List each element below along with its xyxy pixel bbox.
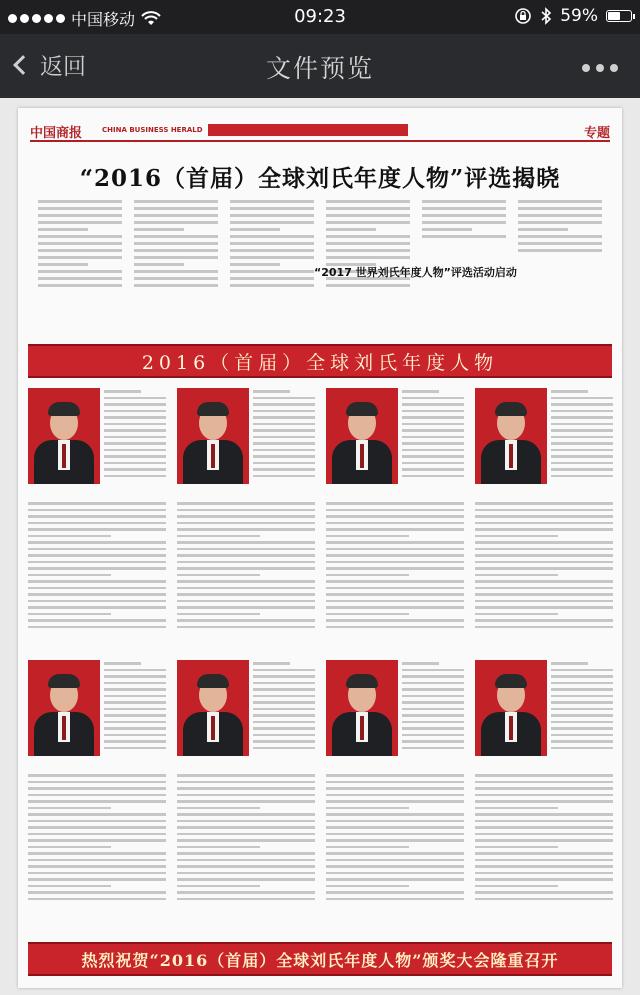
honoree-bio	[104, 390, 166, 477]
text-line	[38, 284, 122, 287]
text-line	[518, 235, 602, 238]
text-line	[134, 284, 218, 287]
honoree-bio-continued	[177, 502, 315, 628]
text-column	[38, 200, 122, 340]
honoree-photo	[177, 660, 249, 756]
honoree-bio	[253, 390, 315, 477]
text-line	[38, 200, 122, 203]
bluetooth-icon	[540, 7, 552, 25]
honoree-bio-continued	[326, 774, 464, 900]
text-line	[230, 221, 314, 224]
status-bar	[0, 0, 640, 34]
text-line	[38, 249, 122, 252]
text-line	[230, 277, 314, 280]
text-column	[230, 200, 314, 340]
text-column	[518, 200, 602, 340]
nav-bar	[0, 34, 640, 98]
text-line	[326, 228, 376, 231]
text-line	[326, 221, 410, 224]
text-line	[518, 214, 602, 217]
document-preview[interactable]	[18, 108, 622, 988]
text-line	[134, 249, 218, 252]
text-line	[326, 242, 410, 245]
text-line	[422, 214, 506, 217]
back-label: 返回	[40, 54, 86, 80]
honoree-row	[28, 660, 612, 910]
honoree-bio-continued	[326, 502, 464, 628]
honoree-row	[28, 388, 612, 638]
page-title: 文件预览	[265, 54, 374, 83]
date-strip	[208, 124, 408, 136]
honoree-card	[475, 660, 612, 910]
text-line	[38, 235, 122, 238]
carrier-name: 中国移动	[71, 10, 136, 29]
ceremony-banner: 热烈祝贺“2016（首届）全球刘氏年度人物”颁奖大会隆重召开	[28, 942, 612, 976]
text-line	[422, 235, 506, 238]
text-line	[134, 256, 218, 259]
text-line	[38, 228, 88, 231]
honoree-bio	[402, 390, 464, 477]
honoree-bio	[551, 662, 613, 749]
text-line	[38, 263, 88, 266]
honoree-bio-continued	[475, 774, 613, 900]
text-line	[518, 200, 602, 203]
text-line	[326, 214, 410, 217]
text-line	[518, 249, 602, 252]
text-line	[422, 228, 472, 231]
text-line	[230, 270, 314, 273]
text-line	[38, 277, 122, 280]
text-line	[518, 228, 568, 231]
honoree-photo	[177, 388, 249, 484]
article-subheadline: “2017 世界刘氏年度人物”评选活动启动	[314, 266, 517, 279]
rotation-lock-icon	[514, 7, 532, 25]
honoree-photo	[28, 388, 100, 484]
section-label: 专题	[583, 126, 610, 141]
text-line	[230, 284, 314, 287]
battery-percent: 59%	[560, 6, 598, 26]
text-line	[230, 214, 314, 217]
text-line	[134, 263, 184, 266]
honoree-card	[177, 388, 314, 638]
text-line	[134, 221, 218, 224]
text-line	[422, 221, 506, 224]
text-line	[422, 200, 506, 203]
text-line	[230, 242, 314, 245]
honoree-card	[326, 388, 463, 638]
text-line	[134, 200, 218, 203]
text-line	[326, 256, 410, 259]
honoree-bio	[402, 662, 464, 749]
text-line	[230, 256, 314, 259]
text-line	[518, 242, 602, 245]
battery-fill	[608, 12, 620, 20]
honoree-card	[475, 388, 612, 638]
text-line	[38, 207, 122, 210]
text-line	[38, 214, 122, 217]
text-line	[326, 284, 410, 287]
text-line	[134, 214, 218, 217]
honoree-photo	[326, 660, 398, 756]
text-line	[134, 277, 218, 280]
text-line	[134, 235, 218, 238]
honoree-card	[177, 660, 314, 910]
clock: 09:23	[294, 6, 346, 27]
newspaper-masthead	[30, 122, 610, 142]
honoree-bio-continued	[177, 774, 315, 900]
text-line	[422, 207, 506, 210]
honoree-bio	[253, 662, 315, 749]
text-line	[326, 249, 410, 252]
newspaper-logo: 中国商报	[30, 126, 83, 141]
text-line	[230, 228, 280, 231]
more-options-button[interactable]	[582, 64, 618, 72]
newspaper-logo-en: CHINA BUSINESS HERALD	[102, 126, 203, 134]
honoree-photo	[475, 660, 547, 756]
text-line	[326, 207, 410, 210]
text-line	[518, 207, 602, 210]
awards-banner: 2016（首届）全球刘氏年度人物	[28, 344, 612, 378]
text-line	[518, 221, 602, 224]
text-line	[134, 228, 184, 231]
status-right	[514, 6, 632, 26]
article-headline: “2016（首届）全球刘氏年度人物”评选揭晓	[79, 165, 561, 192]
text-line	[230, 263, 280, 266]
text-line	[230, 235, 314, 238]
text-line	[230, 200, 314, 203]
text-line	[230, 207, 314, 210]
honoree-photo	[326, 388, 398, 484]
honoree-bio-continued	[28, 774, 166, 900]
text-line	[134, 242, 218, 245]
honoree-bio-continued	[28, 502, 166, 628]
text-line	[38, 221, 122, 224]
honoree-bio-continued	[475, 502, 613, 628]
honoree-card	[28, 388, 165, 638]
text-column	[134, 200, 218, 340]
honoree-bio	[104, 662, 166, 749]
text-line	[38, 270, 122, 273]
text-line	[326, 235, 410, 238]
honoree-photo	[28, 660, 100, 756]
text-line	[230, 249, 314, 252]
text-line	[38, 256, 122, 259]
text-line	[38, 242, 122, 245]
text-line	[134, 270, 218, 273]
battery-icon	[606, 10, 632, 22]
honoree-card	[28, 660, 165, 910]
honoree-bio	[551, 390, 613, 477]
text-line	[134, 207, 218, 210]
honoree-card	[326, 660, 463, 910]
honoree-photo	[475, 388, 547, 484]
text-line	[326, 200, 410, 203]
